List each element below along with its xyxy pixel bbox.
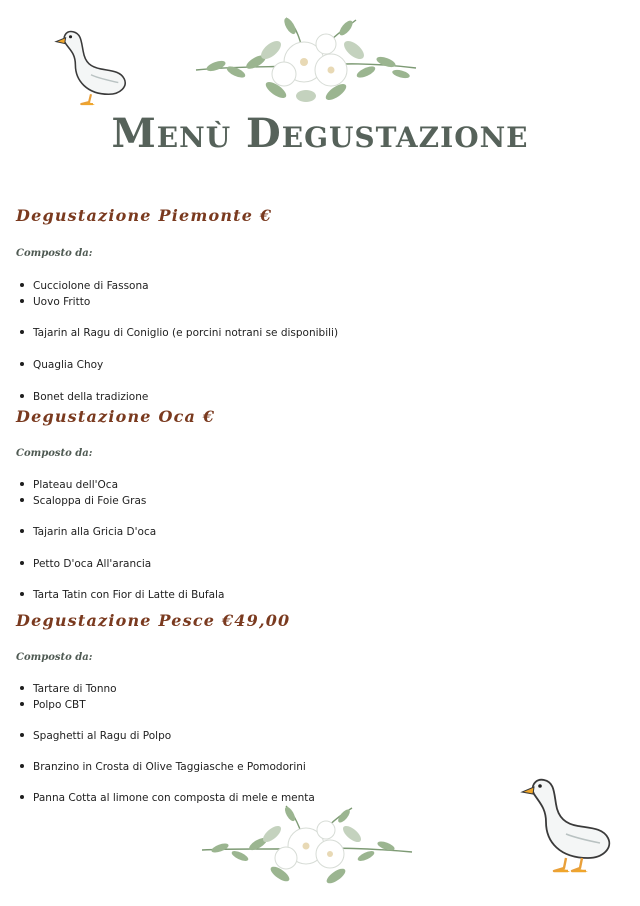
menu-item: Tarta Tatin con Fior di Latte di Bufala	[20, 589, 224, 601]
floral-arrangement-top	[186, 10, 426, 110]
section-heading-oca: Degustazione Oca €	[16, 407, 216, 426]
menu-item: Tajarin alla Gricia D'oca	[20, 526, 156, 538]
menu-item: Cucciolone di Fassona	[20, 280, 149, 292]
menu-item: Petto D'oca All'arancia	[20, 558, 151, 570]
section-subheading-oca: Composto da:	[16, 448, 93, 459]
menu-item: Tajarin al Ragu di Coniglio (e porcini notrani se disponibili)	[20, 327, 338, 339]
goose-illustration-bottom	[518, 772, 616, 880]
section-subheading-pesce: Composto da:	[16, 652, 93, 663]
menu-item: Plateau dell'Oca	[20, 479, 118, 491]
section-heading-piemonte: Degustazione Piemonte €	[16, 206, 273, 225]
menu-item: Branzino in Crosta di Olive Taggiasche e Pomodorini	[20, 761, 306, 773]
goose-illustration-top	[52, 24, 130, 108]
menu-item: Spaghetti al Ragu di Polpo	[20, 730, 171, 742]
menu-item: Quaglia Choy	[20, 359, 103, 371]
menu-item: Bonet della tradizione	[20, 391, 148, 403]
page-title: Menù Degustazione	[111, 110, 529, 157]
menu-item: Panna Cotta al limone con composta di mele e menta	[20, 792, 315, 804]
floral-arrangement-bottom	[196, 800, 418, 896]
menu-item: Uovo Fritto	[20, 296, 90, 308]
section-subheading-piemonte: Composto da:	[16, 248, 93, 259]
menu-item: Tartare di Tonno	[20, 683, 117, 695]
menu-item: Polpo CBT	[20, 699, 86, 711]
section-heading-pesce: Degustazione Pesce €49,00	[16, 611, 291, 630]
menu-item: Scaloppa di Foie Gras	[20, 495, 146, 507]
